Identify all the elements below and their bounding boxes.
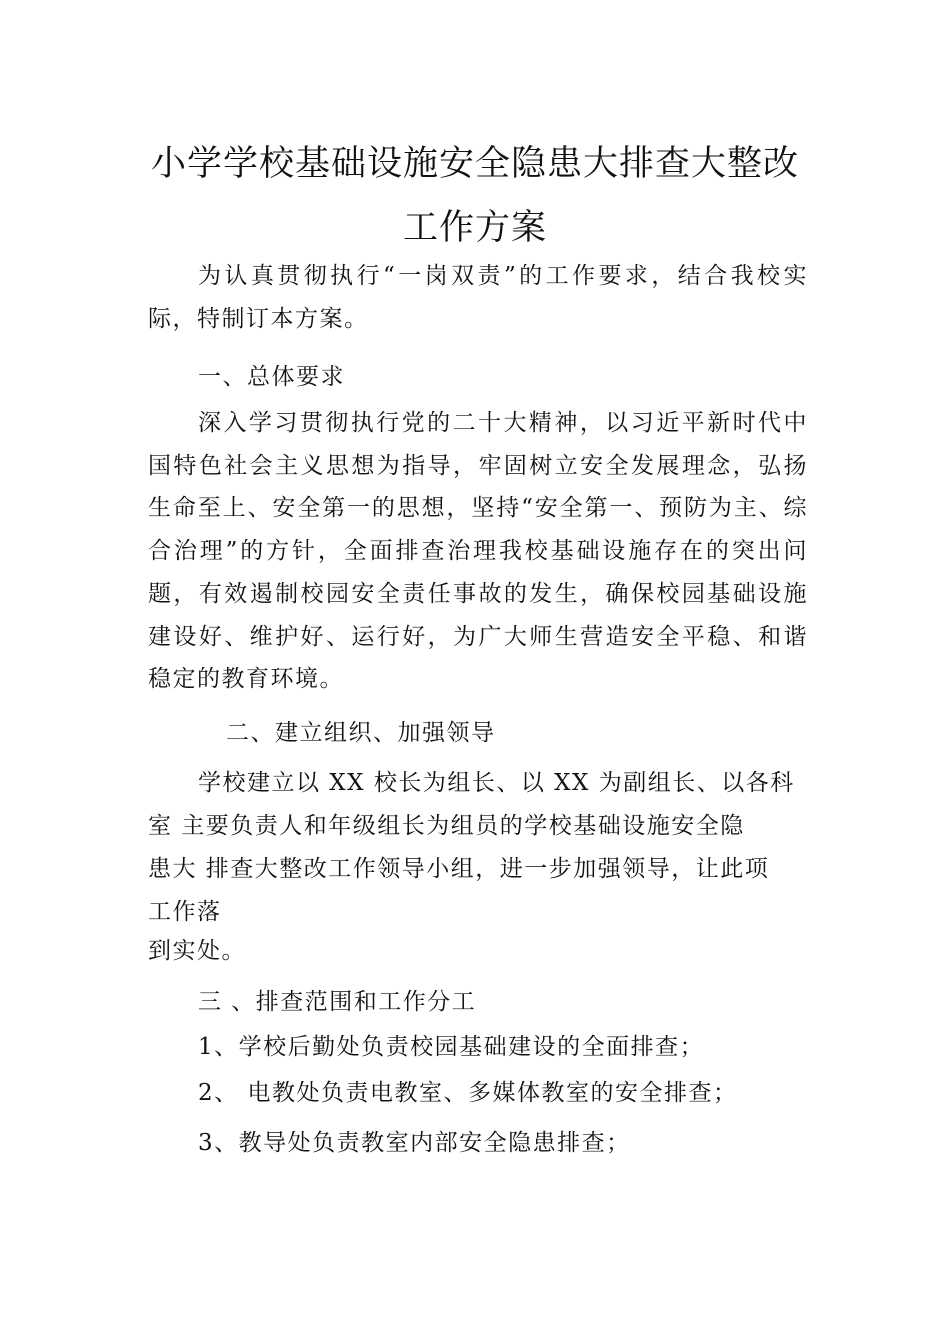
section3-item: 2、 电教处负责电教室、多媒体教室的安全排查； [198,1080,738,1106]
section1-paragraph [148,402,808,701]
section2-line: 工作落 [148,899,222,925]
intro-text: 为认真贯彻执行“一岗双责”的工作要求，结合我校实际，特制订本方案。 [148,263,808,332]
section3-item: 1、学校后勤处负责校园基础建设的全面排查； [198,1034,705,1060]
section2-line: 到实处。 [148,938,246,964]
section3-heading: 三 、排查范围和工作分工 [198,989,477,1015]
section2-heading: 二、建立组织、加强领导 [226,720,496,746]
document-title-line-1: 小学学校基础设施安全隐患大排查大整改 [150,144,799,184]
section1-text: 深入学习贯彻执行党的二十大精神，以习近平新时代中国特色社会主义思想为指导，牢固树立安全发展理念，弘扬生命至上、安全第一的思想，坚持“安全第一、预防为主、综合治理”的方针，全面排查治理我校基础设施存在的突出问题，有效遏制校园安全责任事故的发生，确保校园基础设施建设好、维护好、运行好，为广大师生营造安全平稳、和谐稳定的教育环境。 [148,410,808,693]
section3-item: 3、教导处负责教室内部安全隐患排查； [198,1130,631,1156]
document-title-line-2: 工作方案 [402,208,547,248]
intro-paragraph [148,255,808,340]
section1-heading: 一、总体要求 [198,364,345,390]
section2-line: 室 主要负责人和年级组长为组员的学校基础设施安全隐 [148,813,745,839]
section2-line: 学校建立以 XX 校长为组长、以 XX 为副组长、以各科 [198,770,795,796]
section2-line: 患大 排查大整改工作领导小组，进一步加强领导，让此项 [148,856,770,882]
